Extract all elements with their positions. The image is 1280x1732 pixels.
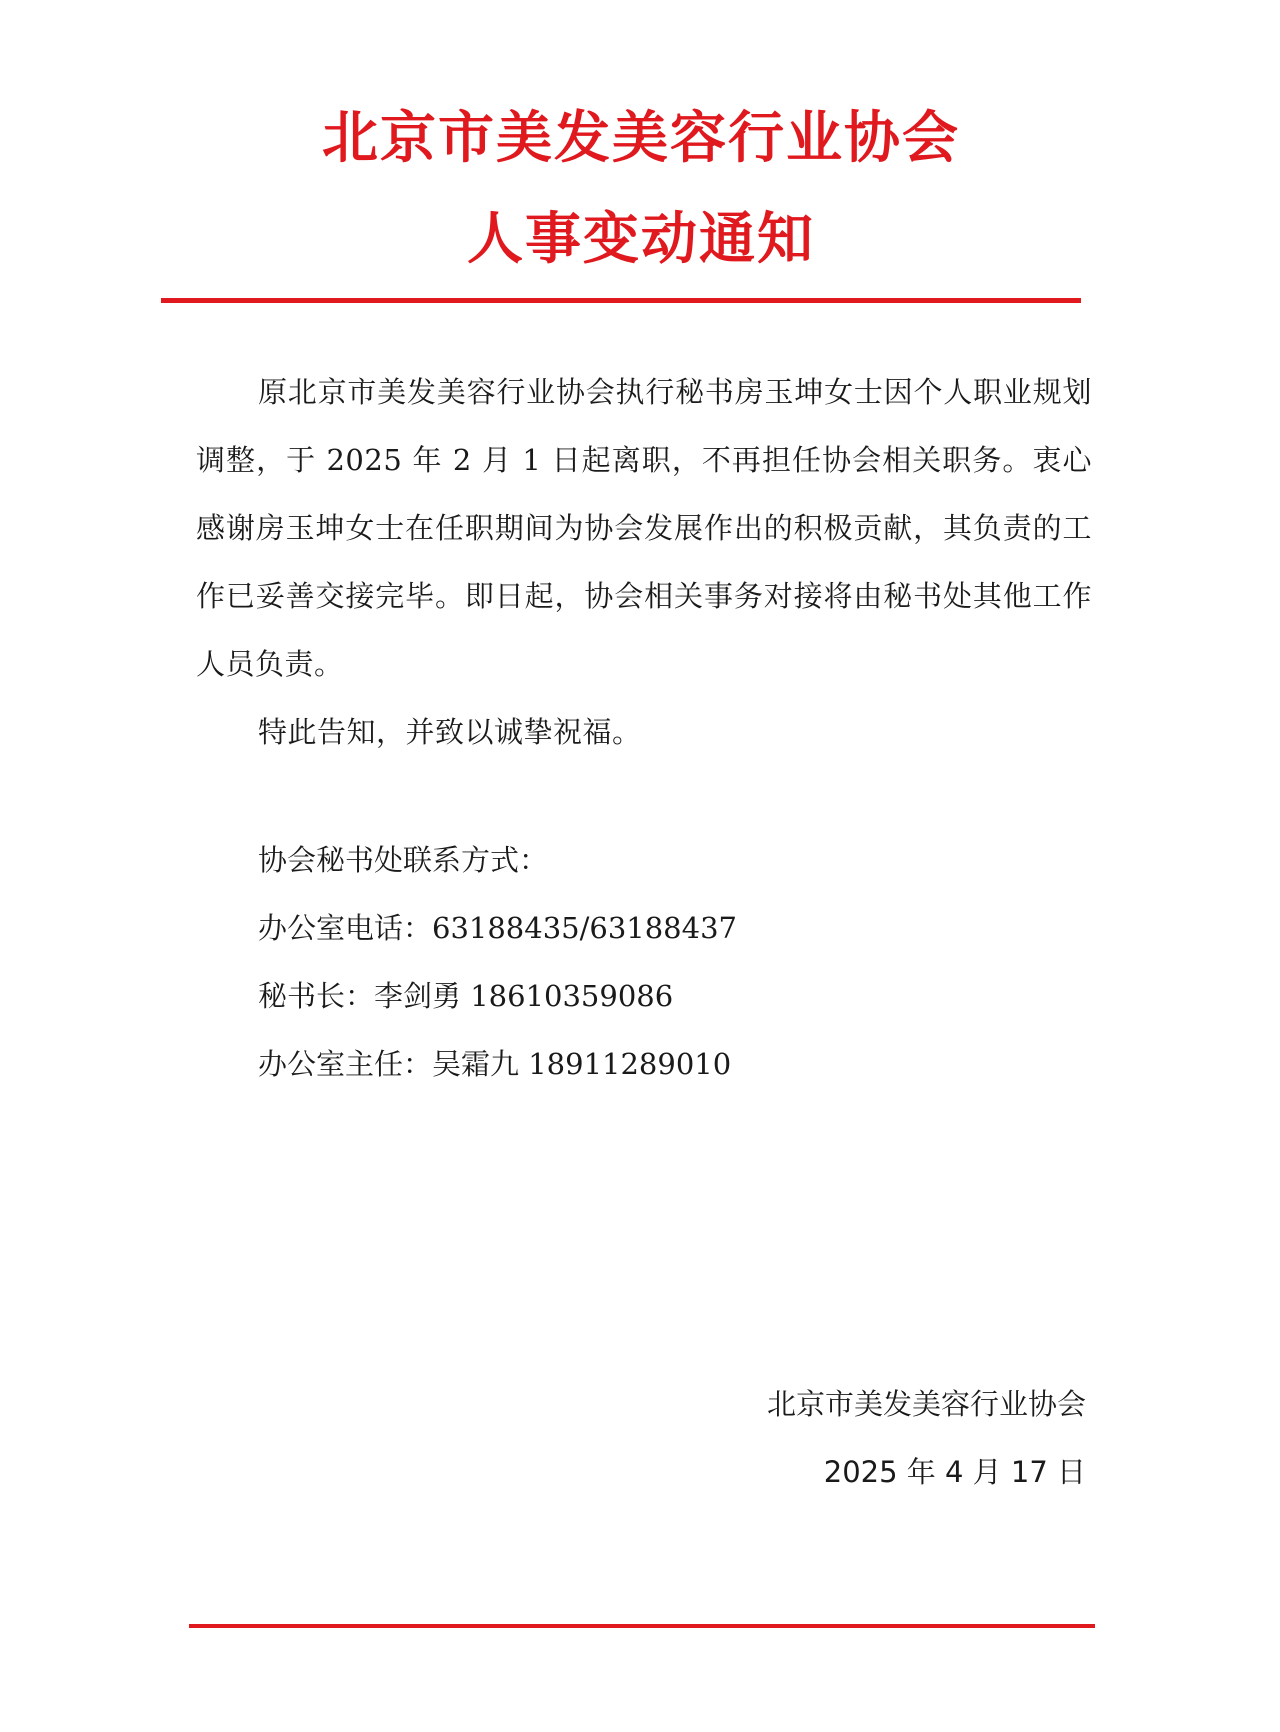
header-divider (161, 298, 1081, 303)
body-paragraph-main: 原北京市美发美容行业协会执行秘书房玉坤女士因个人职业规划调整，于 2025 年 2 月 1 日起离职，不再担任协会相关职务。衷心感谢房玉坤女士在任职期间为协会发展作出的积极贡献，其负责的工作已妥善交接完毕。即日起，协会相关事务对接将由秘书处其他工作人员负责。 (196, 375, 1092, 681)
footer-divider (189, 1624, 1095, 1628)
signature-date: 2025 年 4 月 17 日 (823, 1455, 1086, 1489)
contact-office-director: 办公室主任：吴霜九 18911289010 (258, 1047, 732, 1081)
contact-heading: 协会秘书处联系方式： (258, 843, 549, 877)
document-title: 北京市美发美容行业协会 (322, 105, 960, 171)
contact-secretary-general: 秘书长：李剑勇 18610359086 (258, 979, 674, 1013)
document-subtitle: 人事变动通知 (467, 206, 815, 272)
contact-info (258, 826, 737, 1098)
signature-block (767, 1370, 1086, 1506)
contact-office-phone: 办公室电话：63188435/63188437 (258, 911, 737, 945)
body-paragraph-closing: 特此告知，并致以诚挚祝福。 (258, 715, 642, 749)
signature-organization: 北京市美发美容行业协会 (766, 1387, 1086, 1421)
